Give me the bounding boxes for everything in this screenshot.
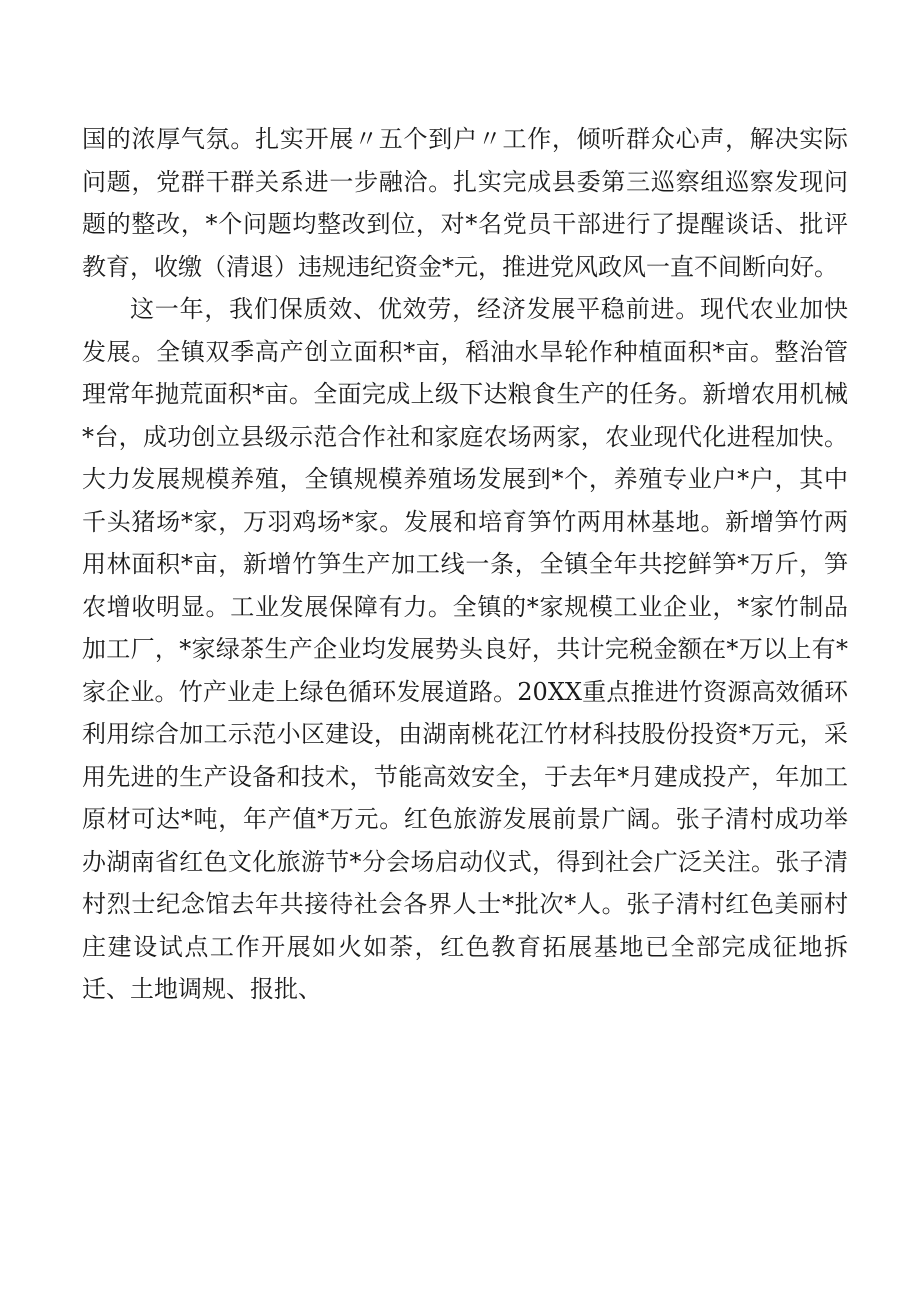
document-page [82,118,848,1011]
paragraph-1: 国的浓厚气氛。扎实开展〃五个到户〃工作，倾听群众心声，解决实际问题，党群干群关系进一步融洽。扎实完成县委第三巡察组巡察发现问题的整改，*个问题均整改到位，对*名党员干部进行了提醒谈话、批评教育，收缴（清退）违规违纪资金*元，推进党风政风一直不间断向好。 [82,125,848,281]
paragraph-2: 这一年，我们保质效、优效劳，经济发展平稳前进。现代农业加快发展。全镇双季高产创立面积*亩，稻油水旱轮作种植面积*亩。整治管理常年抛荒面积*亩。全面完成上级下达粮食生产的任务。新增农用机械*台，成功创立县级示范合作社和家庭农场两家，农业现代化进程加快。大力发展规模养殖，全镇规模养殖场发展到*个，养殖专业户*户，其中千头猪场*家，万羽鸡场*家。发展和培育笋竹两用林基地。新增笋竹两用林面积*亩，新增竹笋生产加工线一条，全镇全年共挖鲜笋*万斤，笋农增收明显。工业发展保障有力。全镇的*家规模工业企业，*家竹制品加工厂，*家绿茶生产企业均发展势头良好，共计完税金额在*万以上有*家企业。竹产业走上绿色循环发展道路。20XX重点推进竹资源高效循环利用综合加工示范小区建设，由湖南桃花江竹材科技股份投资*万元，采用先进的生产设备和技术，节能高效安全，于去年*月建成投产，年加工原材可达*吨，年产值*万元。红色旅游发展前景广阔。张子清村成功举办湖南省红色文化旅游节*分会场启动仪式，得到社会广泛关注。张子清村烈士纪念馆去年共接待社会各界人士*批次*人。张子清村红色美丽村庄建设试点工作开展如火如荼，红色教育拓展基地已全部完成征地拆迁、土地调规、报批、 [82,295,848,1003]
